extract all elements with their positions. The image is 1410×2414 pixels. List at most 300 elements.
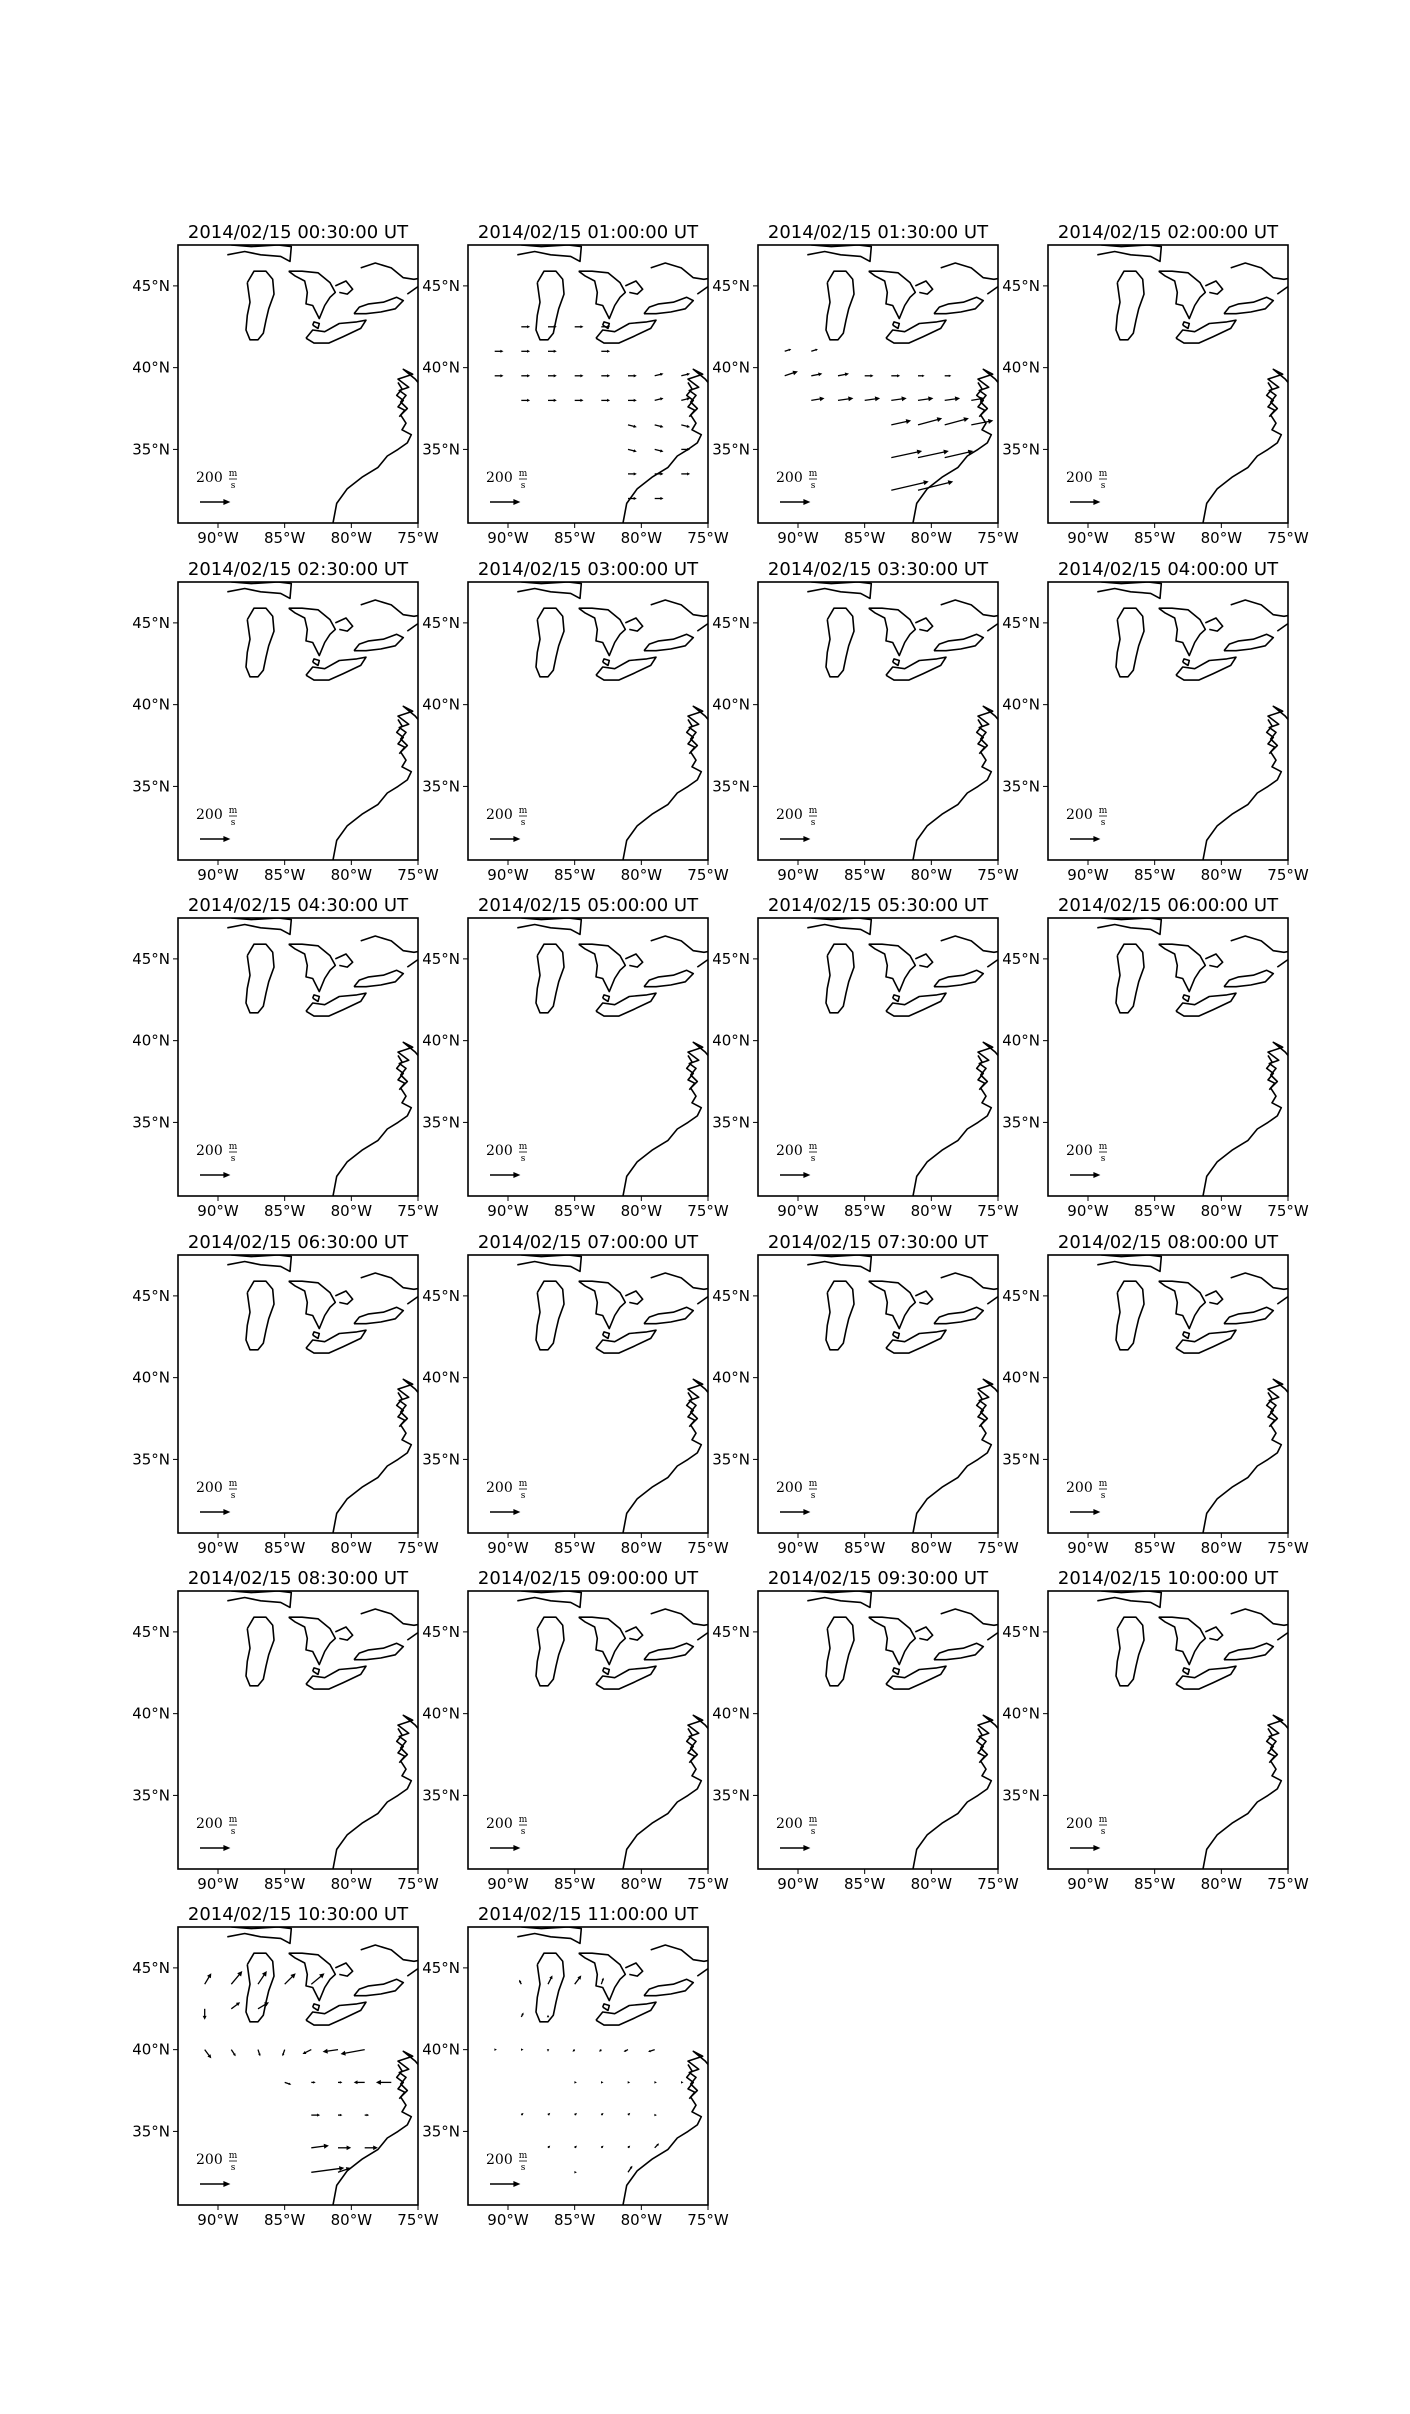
y-tick-label: 40°N: [422, 358, 460, 377]
map-panel: [422, 895, 768, 1220]
coastline-michigan: [826, 608, 854, 677]
x-tick-label: 75°W: [687, 1875, 729, 1893]
x-tick-label: 90°W: [777, 1875, 819, 1893]
x-tick-label: 90°W: [1067, 866, 1109, 884]
y-tick-label: 40°N: [132, 1031, 170, 1050]
coastline-chesapeake: [397, 382, 405, 416]
x-tick-label: 75°W: [687, 2211, 729, 2229]
x-tick-label: 90°W: [197, 529, 239, 547]
coastline-ontario: [644, 297, 693, 313]
x-tick-label: 75°W: [687, 1539, 729, 1557]
x-tick-label: 80°W: [620, 1202, 663, 1220]
x-tick-label: 80°W: [620, 529, 663, 547]
x-tick-label: 85°W: [553, 866, 596, 884]
coastline-ontario: [1224, 297, 1273, 313]
coastline-georgian: [335, 1627, 352, 1640]
coastline-coast: [623, 351, 735, 524]
scale-unit-numerator: m: [1098, 1479, 1108, 1489]
scale-reference-arrow: [1070, 836, 1100, 842]
coastline-ottawa: [941, 600, 1004, 616]
scale-unit-denominator: s: [230, 481, 236, 491]
y-tick-label: 40°N: [422, 1368, 460, 1387]
coastline-georgian: [335, 281, 352, 294]
x-tick-label: 85°W: [553, 1875, 596, 1893]
y-tick-label: 45°N: [422, 1622, 460, 1641]
scale-unit-numerator: m: [1098, 1815, 1108, 1825]
panel-title: 2014/02/15 02:30:00 UT: [187, 559, 409, 580]
coastline-superior: [517, 245, 581, 261]
x-tick-label: 85°W: [263, 866, 306, 884]
x-tick-label: 85°W: [263, 1875, 306, 1893]
panel-title: 2014/02/15 01:30:00 UT: [767, 222, 989, 243]
coastline-ottawa: [651, 1273, 714, 1289]
y-tick-label: 45°N: [1002, 613, 1040, 632]
x-tick-label: 80°W: [910, 1539, 953, 1557]
y-tick-label: 45°N: [1002, 1286, 1040, 1305]
coastline-chesapeake: [397, 2064, 405, 2098]
y-tick-label: 35°N: [422, 2122, 460, 2141]
x-tick-label: 85°W: [553, 529, 596, 547]
wind-vector: [521, 325, 530, 328]
scale-unit-denominator: s: [810, 1827, 816, 1837]
wind-vector: [521, 374, 530, 377]
panel-title: 2014/02/15 06:30:00 UT: [187, 1232, 409, 1253]
wind-vector: [548, 399, 557, 402]
coastline-huron: [289, 944, 336, 991]
coastline-huron: [869, 608, 916, 655]
scale-unit-numerator: m: [808, 1142, 818, 1152]
scale-unit-denominator: s: [520, 1491, 526, 1501]
coastline-coast: [333, 2033, 445, 2206]
scale-unit-numerator: m: [518, 1142, 528, 1152]
x-tick-label: 90°W: [777, 529, 819, 547]
coastline-coast: [1203, 1361, 1315, 1534]
panel-title: 2014/02/15 02:00:00 UT: [1057, 222, 1279, 243]
coastline-huron: [869, 1281, 916, 1328]
coastline-ontario: [354, 297, 403, 313]
panel-title: 2014/02/15 08:00:00 UT: [1057, 1232, 1279, 1253]
scale-value: 200: [196, 1816, 223, 1832]
coastline-stclair: [313, 2004, 320, 2011]
y-tick-label: 40°N: [422, 2040, 460, 2059]
wind-vector: [285, 1973, 296, 1984]
x-tick-label: 75°W: [687, 866, 729, 884]
wind-vector: [311, 1973, 324, 1984]
coastline-stclair: [1183, 659, 1190, 666]
map-panel: [132, 1904, 478, 2229]
y-tick-label: 45°N: [422, 1958, 460, 1977]
panel-title: 2014/02/15 00:30:00 UT: [187, 222, 409, 243]
y-tick-label: 35°N: [132, 1450, 170, 1469]
scale-key: [196, 806, 238, 842]
x-tick-label: 90°W: [197, 1539, 239, 1557]
wind-vector: [785, 371, 798, 376]
coastline-georgian: [625, 618, 642, 631]
coastline-superior: [227, 582, 291, 598]
scale-unit-denominator: s: [810, 481, 816, 491]
coastline-ottawa: [1231, 600, 1294, 616]
x-tick-label: 85°W: [843, 1202, 886, 1220]
coastline-superior: [807, 582, 871, 598]
wind-vector: [918, 417, 942, 425]
coastline-ottawa: [361, 1945, 424, 1961]
coastline-erie: [886, 1330, 946, 1353]
wind-vector: [681, 472, 690, 475]
coastline-georgian: [625, 1627, 642, 1640]
coastline-huron: [579, 271, 626, 318]
coastline-coast: [333, 351, 445, 524]
wind-vector: [205, 2050, 212, 2059]
scale-key: [486, 469, 528, 505]
coastline-ontario: [354, 1643, 403, 1659]
coastline-chesapeake: [687, 1055, 695, 1089]
coastline-michigan: [246, 271, 274, 340]
y-tick-label: 35°N: [132, 2122, 170, 2141]
coastline-stclair: [1183, 1332, 1190, 1339]
x-tick-label: 90°W: [487, 529, 529, 547]
coastline-coast: [623, 1361, 735, 1534]
coastline-stclair: [893, 1668, 900, 1675]
wind-vector: [282, 2050, 285, 2057]
y-tick-label: 45°N: [132, 613, 170, 632]
y-tick-label: 35°N: [422, 1113, 460, 1132]
y-tick-label: 40°N: [712, 358, 750, 377]
coastline-huron: [579, 1953, 626, 2000]
scale-value: 200: [776, 807, 803, 823]
scale-unit-numerator: m: [808, 1815, 818, 1825]
x-tick-label: 90°W: [1067, 1202, 1109, 1220]
wind-vector: [628, 449, 637, 452]
wind-vector: [945, 396, 960, 401]
scale-reference-arrow: [490, 836, 520, 842]
y-tick-label: 40°N: [712, 1704, 750, 1723]
x-tick-label: 90°W: [487, 1202, 529, 1220]
wind-vector: [601, 374, 610, 377]
y-tick-label: 35°N: [712, 1786, 750, 1805]
scale-unit-numerator: m: [518, 469, 528, 479]
coastline-erie: [1176, 657, 1236, 680]
map-panel: [422, 559, 768, 884]
coastline-chesapeake: [1267, 1728, 1275, 1762]
map-panel: [132, 559, 478, 884]
wind-vector: [601, 399, 610, 402]
wind-vector: [918, 450, 949, 458]
coastline-chesapeake: [1267, 1055, 1275, 1089]
coastline-chesapeake: [977, 1392, 985, 1426]
coastline-superior: [517, 918, 581, 934]
wind-vector: [681, 425, 690, 428]
x-tick-label: 75°W: [397, 866, 439, 884]
x-tick-label: 90°W: [777, 1202, 819, 1220]
wind-vector: [624, 2050, 628, 2052]
coastline-stclair: [893, 659, 900, 666]
y-tick-label: 40°N: [1002, 1368, 1040, 1387]
wind-vector: [811, 349, 818, 352]
coastline-coast: [623, 1697, 735, 1870]
scale-key: [1066, 1479, 1108, 1515]
wind-vector: [628, 374, 637, 377]
coastline-ottawa: [941, 1273, 1004, 1289]
y-tick-label: 40°N: [1002, 695, 1040, 714]
wind-vector: [681, 373, 690, 376]
coastline-stclair: [313, 322, 320, 329]
scale-key: [486, 1479, 528, 1515]
scale-reference-arrow: [200, 1172, 230, 1178]
coastline-huron: [869, 1617, 916, 1664]
coastline-erie: [886, 993, 946, 1016]
scale-value: 200: [486, 1143, 513, 1159]
y-tick-label: 35°N: [422, 1450, 460, 1469]
scale-key: [1066, 469, 1108, 505]
map-panel: [1002, 1232, 1348, 1557]
panel-title: 2014/02/15 03:00:00 UT: [477, 559, 699, 580]
x-tick-label: 75°W: [1267, 529, 1309, 547]
scale-reference-arrow: [490, 1172, 520, 1178]
scale-reference-arrow: [490, 499, 520, 505]
x-tick-label: 80°W: [620, 1539, 663, 1557]
scale-unit-denominator: s: [810, 1154, 816, 1164]
coastline-georgian: [625, 1291, 642, 1304]
panel-title: 2014/02/15 05:30:00 UT: [767, 895, 989, 916]
coastline-superior: [227, 918, 291, 934]
scale-value: 200: [486, 807, 513, 823]
wind-vector: [891, 396, 906, 401]
scale-value: 200: [196, 1480, 223, 1496]
scale-unit-numerator: m: [1098, 469, 1108, 479]
coastline-coast: [623, 2033, 735, 2206]
coastline-ontario: [934, 297, 983, 313]
x-tick-label: 90°W: [487, 1539, 529, 1557]
coastline-ontario: [644, 1307, 693, 1323]
coastline-ontario: [934, 1643, 983, 1659]
coastline-chesapeake: [687, 719, 695, 753]
scale-value: 200: [486, 1816, 513, 1832]
x-tick-label: 80°W: [330, 866, 373, 884]
coastline-chesapeake: [687, 2064, 695, 2098]
coastline-coast: [333, 1697, 445, 1870]
x-tick-label: 90°W: [1067, 1539, 1109, 1557]
scale-key: [486, 2151, 528, 2187]
wind-vector: [971, 419, 993, 425]
coastline-ontario: [644, 970, 693, 986]
coastline-ottawa: [361, 1609, 424, 1625]
coastline-erie: [1176, 1330, 1236, 1353]
y-tick-label: 45°N: [1002, 1622, 1040, 1641]
coastline-stclair: [893, 1332, 900, 1339]
x-tick-label: 80°W: [1200, 1539, 1243, 1557]
scale-key: [196, 1815, 238, 1851]
y-tick-label: 40°N: [132, 2040, 170, 2059]
coastline-huron: [579, 944, 626, 991]
scale-reference-arrow: [200, 1509, 230, 1515]
y-tick-label: 35°N: [712, 777, 750, 796]
coastline-coast: [913, 1697, 1025, 1870]
coastline-erie: [306, 993, 366, 1016]
wind-vector: [548, 1975, 552, 1984]
scale-value: 200: [196, 1143, 223, 1159]
panel-title: 2014/02/15 03:30:00 UT: [767, 559, 989, 580]
scale-value: 200: [1066, 1480, 1093, 1496]
wind-vector: [601, 2113, 604, 2116]
wind-vector: [811, 397, 824, 402]
coastline-superior: [807, 1591, 871, 1607]
coastline-michigan: [1116, 608, 1144, 677]
map-panel: [132, 1568, 478, 1893]
x-tick-label: 80°W: [330, 1202, 373, 1220]
coastline-superior: [1097, 918, 1161, 934]
wind-vector: [785, 349, 792, 352]
wind-vector: [891, 374, 900, 377]
y-tick-label: 40°N: [712, 695, 750, 714]
x-tick-label: 75°W: [977, 866, 1019, 884]
scale-key: [776, 469, 818, 505]
scale-unit-denominator: s: [1100, 481, 1106, 491]
coastline-huron: [1159, 608, 1206, 655]
coastline-erie: [596, 1330, 656, 1353]
scale-unit-numerator: m: [1098, 806, 1108, 816]
panel-title: 2014/02/15 04:30:00 UT: [187, 895, 409, 916]
coastline-erie: [596, 993, 656, 1016]
x-tick-label: 90°W: [777, 1539, 819, 1557]
y-tick-label: 35°N: [132, 440, 170, 459]
wind-vector: [945, 375, 952, 378]
scale-reference-arrow: [200, 836, 230, 842]
scale-reference-arrow: [780, 1509, 810, 1515]
coastline-superior: [517, 1255, 581, 1271]
coastline-georgian: [1205, 1627, 1222, 1640]
y-tick-label: 45°N: [132, 1622, 170, 1641]
coastline-chesapeake: [397, 1392, 405, 1426]
coastline-ottawa: [1231, 263, 1294, 279]
x-tick-label: 90°W: [197, 1202, 239, 1220]
x-tick-label: 90°W: [1067, 529, 1109, 547]
coastline-huron: [579, 1617, 626, 1664]
scale-value: 200: [776, 1816, 803, 1832]
panel-title: 2014/02/15 05:00:00 UT: [477, 895, 699, 916]
coastline-erie: [1176, 1666, 1236, 1689]
panel-title: 2014/02/15 10:00:00 UT: [1057, 1568, 1279, 1589]
y-tick-label: 40°N: [1002, 1031, 1040, 1050]
coastline-ontario: [934, 1307, 983, 1323]
coastline-michigan: [536, 1953, 564, 2022]
coastline-superior: [227, 245, 291, 261]
map-panel: [422, 1232, 768, 1557]
coastline-georgian: [625, 281, 642, 294]
scale-unit-numerator: m: [518, 806, 528, 816]
coastline-coast: [1203, 351, 1315, 524]
y-tick-label: 35°N: [712, 1450, 750, 1469]
y-tick-label: 40°N: [422, 1704, 460, 1723]
coastline-michigan: [1116, 271, 1144, 340]
coastline-huron: [289, 271, 336, 318]
coastline-erie: [596, 320, 656, 343]
coastline-michigan: [826, 944, 854, 1013]
y-tick-label: 35°N: [1002, 777, 1040, 796]
coastline-georgian: [1205, 281, 1222, 294]
coastline-huron: [579, 1281, 626, 1328]
wind-vector: [655, 449, 664, 452]
y-tick-label: 35°N: [1002, 440, 1040, 459]
y-tick-label: 35°N: [132, 1786, 170, 1805]
x-tick-label: 90°W: [1067, 1875, 1109, 1893]
y-tick-label: 45°N: [1002, 276, 1040, 295]
x-tick-label: 85°W: [843, 1539, 886, 1557]
coastline-georgian: [915, 281, 932, 294]
x-tick-label: 80°W: [1200, 1202, 1243, 1220]
x-tick-label: 75°W: [1267, 1875, 1309, 1893]
wind-vector: [918, 375, 925, 378]
scale-reference-arrow: [490, 1845, 520, 1851]
coastline-ontario: [934, 634, 983, 650]
scale-value: 200: [776, 1143, 803, 1159]
wind-vector: [311, 2114, 320, 2117]
wind-vector: [891, 450, 922, 458]
coastline-superior: [227, 1591, 291, 1607]
coastline-superior: [807, 245, 871, 261]
wind-vector: [548, 2113, 551, 2116]
map-panel: [712, 895, 1058, 1220]
y-tick-label: 45°N: [712, 949, 750, 968]
wind-vector: [547, 2049, 550, 2052]
coastline-ottawa: [651, 600, 714, 616]
wind-vector: [574, 2146, 577, 2149]
coastline-erie: [306, 657, 366, 680]
coastline-superior: [1097, 245, 1161, 261]
panel-title: 2014/02/15 01:00:00 UT: [477, 222, 699, 243]
scale-unit-numerator: m: [228, 806, 238, 816]
scale-reference-arrow: [490, 2181, 520, 2187]
scale-unit-numerator: m: [518, 1815, 528, 1825]
y-tick-label: 45°N: [422, 1286, 460, 1305]
coastline-coast: [1203, 688, 1315, 861]
y-tick-label: 40°N: [132, 358, 170, 377]
x-tick-label: 80°W: [330, 1539, 373, 1557]
scale-key: [1066, 1142, 1108, 1178]
wind-vector: [655, 397, 664, 400]
wind-vector: [575, 1975, 582, 1984]
coastline-georgian: [1205, 954, 1222, 967]
scale-unit-numerator: m: [228, 1142, 238, 1152]
wind-vector: [628, 425, 637, 428]
panel-title: 2014/02/15 09:00:00 UT: [477, 1568, 699, 1589]
wind-vector: [521, 399, 530, 402]
x-tick-label: 85°W: [1133, 866, 1176, 884]
x-tick-label: 90°W: [777, 866, 819, 884]
coastline-stclair: [1183, 995, 1190, 1002]
coastline-huron: [289, 1281, 336, 1328]
map-panel: [132, 895, 478, 1220]
wind-vector: [311, 2081, 315, 2084]
coastline-ontario: [934, 970, 983, 986]
wind-vector: [494, 2048, 497, 2051]
scale-key: [486, 1142, 528, 1178]
y-tick-label: 35°N: [1002, 1113, 1040, 1132]
scale-value: 200: [486, 470, 513, 486]
scale-reference-arrow: [780, 499, 810, 505]
wind-vector: [655, 2143, 659, 2147]
coastline-michigan: [246, 608, 274, 677]
coastline-ontario: [354, 970, 403, 986]
coastline-stclair: [893, 995, 900, 1002]
coastline-stclair: [603, 995, 610, 1002]
coastline-michigan: [246, 1953, 274, 2022]
y-tick-label: 45°N: [712, 276, 750, 295]
wind-vector: [575, 325, 584, 328]
y-tick-label: 45°N: [422, 613, 460, 632]
y-tick-label: 35°N: [1002, 1450, 1040, 1469]
coastline-ontario: [1224, 970, 1273, 986]
wind-vector: [376, 2080, 391, 2085]
